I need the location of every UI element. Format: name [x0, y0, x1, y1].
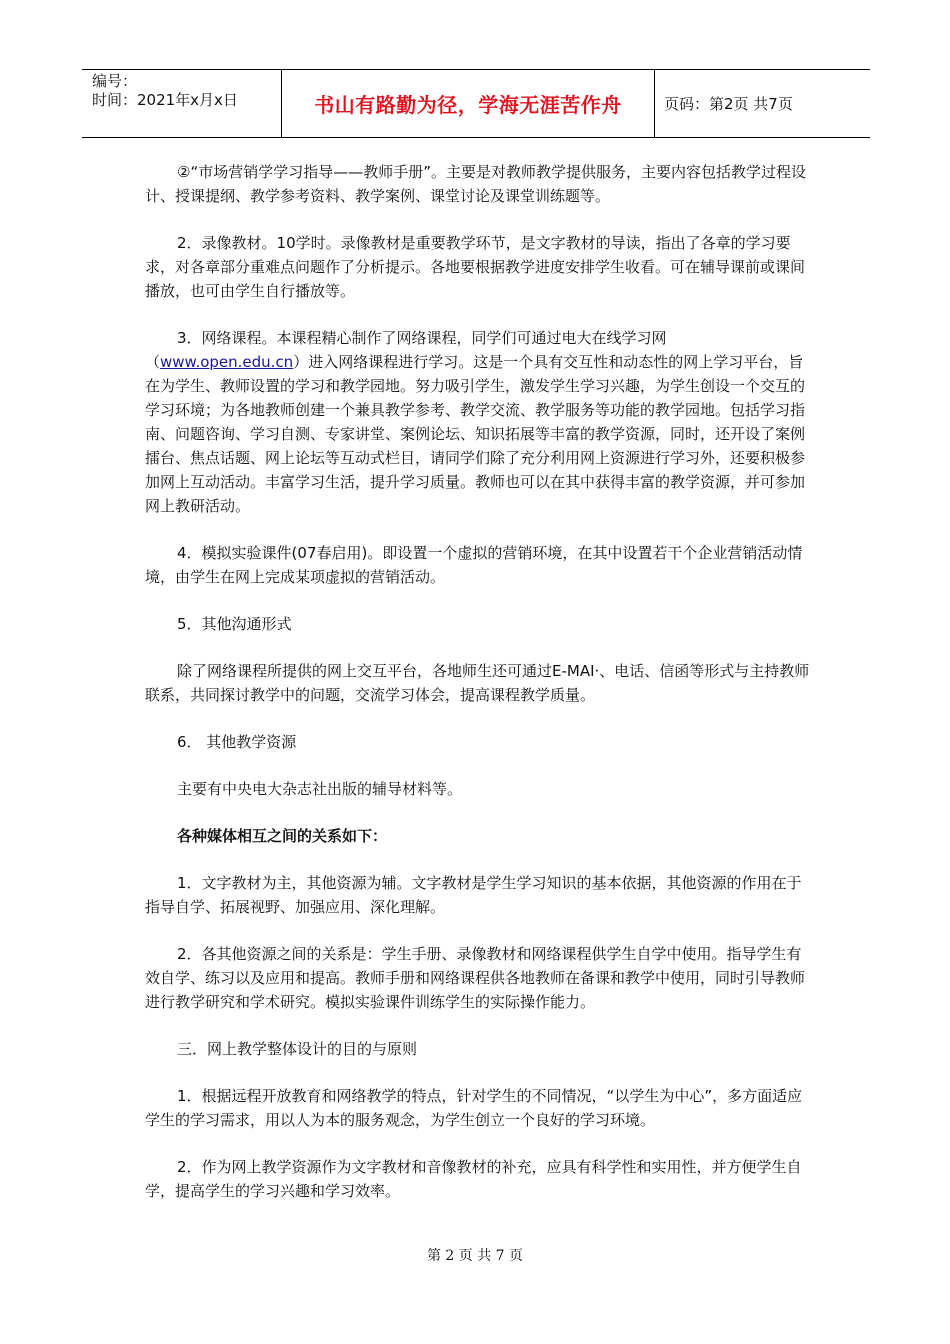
- paragraph-video-material: 2．录像教材。10学时。录像教材是重要教学环节，是文字教材的导读，指出了各章的学习要求，对各章部分重难点问题作了分析提示。各地要根据教学进度安排学生收看。可在辅导课前或课间播放，也可由学生自行播放等。: [145, 234, 806, 300]
- motto-text: 书山有路勤为径，学海无涯苦作舟: [314, 93, 622, 117]
- website-link[interactable]: www.open.edu.cn: [160, 353, 294, 371]
- document-body: [145, 160, 810, 1226]
- paragraph-principle-1: 1．根据远程开放教育和网络教学的特点，针对学生的不同情况，“以学生为中心”，多方面适应学生的学习需求，用以人为本的服务观念，为学生创立一个良好的学习环境。: [145, 1087, 803, 1129]
- paragraph-relationship-2: 2．各其他资源之间的关系是：学生手册、录像教材和网络课程供学生自学中使用。指导学生有效自学、练习以及应用和提高。教师手册和网络课程供各地教师在备课和教学中使用，同时引导教师进行教学研究和学术研究。模拟实验课件训练学生的实际操作能力。: [145, 945, 806, 1011]
- paragraph-relationship-1: 1．文字教材为主，其他资源为辅。文字教材是学生学习知识的基本依据，其他资源的作用在于指导自学、拓展视野、加强应用、深化理解。: [145, 874, 802, 916]
- header-meta: [82, 70, 282, 137]
- paragraph-online-course: [145, 326, 810, 518]
- paragraph-other-resources: 主要有中央电大杂志社出版的辅导材料等。: [177, 780, 463, 798]
- header-motto-cell: [282, 70, 655, 137]
- section-three-heading: 三．网上教学整体设计的目的与原则: [177, 1040, 418, 1058]
- page-footer: 第 2 页 共 7 页: [426, 1248, 524, 1264]
- media-relationship-heading: 各种媒体相互之间的关系如下：: [177, 827, 388, 845]
- paragraph-simulation-courseware: 4．模拟实验课件(07春启用)。即设置一个虚拟的营销环境，在其中设置若干个企业营销活动情境，由学生在网上完成某项虚拟的营销活动。: [145, 544, 803, 586]
- paragraph-other-communication-heading: 5．其他沟通形式: [177, 615, 292, 633]
- paragraph-other-resources-heading: 6． 其他教学资源: [177, 733, 297, 751]
- online-course-text-start: 3．网络课程。本课程精心制作了网络课程，同学们可通过电大在线学习网（: [145, 329, 667, 371]
- header-page-info-cell: [655, 70, 870, 137]
- date-label: 时间：2021年x月x日: [92, 91, 238, 109]
- paragraph-other-communication: 除了网络课程所提供的网上交互平台，各地师生还可通过E-MAI·、电话、信函等形式与主持教师联系，共同探讨教学中的问题，交流学习体会，提高课程教学质量。: [145, 662, 810, 704]
- number-label: 编号：: [92, 72, 138, 90]
- page-header: [82, 69, 870, 138]
- paragraph-principle-2: 2．作为网上教学资源作为文字教材和音像教材的补充，应具有科学性和实用性，并方便学生自学，提高学生的学习兴趣和学习效率。: [145, 1158, 802, 1200]
- paragraph-teacher-handbook: ②“市场营销学学习指导——教师手册”。主要是对教师教学提供服务，主要内容包括教学过程设计、授课提纲、教学参考资料、教学案例、课堂讨论及课堂训练题等。: [145, 163, 806, 205]
- page-info: 页码：第2页 共7页: [664, 95, 793, 113]
- online-course-text-end: ）进入网络课程进行学习。这是一个具有交互性和动态性的网上学习平台，旨在为学生、教师设置的学习和教学园地。努力吸引学生，激发学生学习兴趣，为学生创设一个交互的学习环境；为各地教师创建一个兼具教学参考、教学交流、教学服务等功能的教学园地。包括学习指南、问题咨询、学习自测、专家讲堂、案例论坛、知识拓展等丰富的教学资源，同时，还开设了案例擂台、焦点话题、网上论坛等互动式栏目，请同学们除了充分利用网上资源进行学习外，还要积极参加网上互动活动。丰富学习生活，提升学习质量。教师也可以在其中获得丰富的教学资源，并可参加网上教研活动。: [145, 353, 806, 515]
